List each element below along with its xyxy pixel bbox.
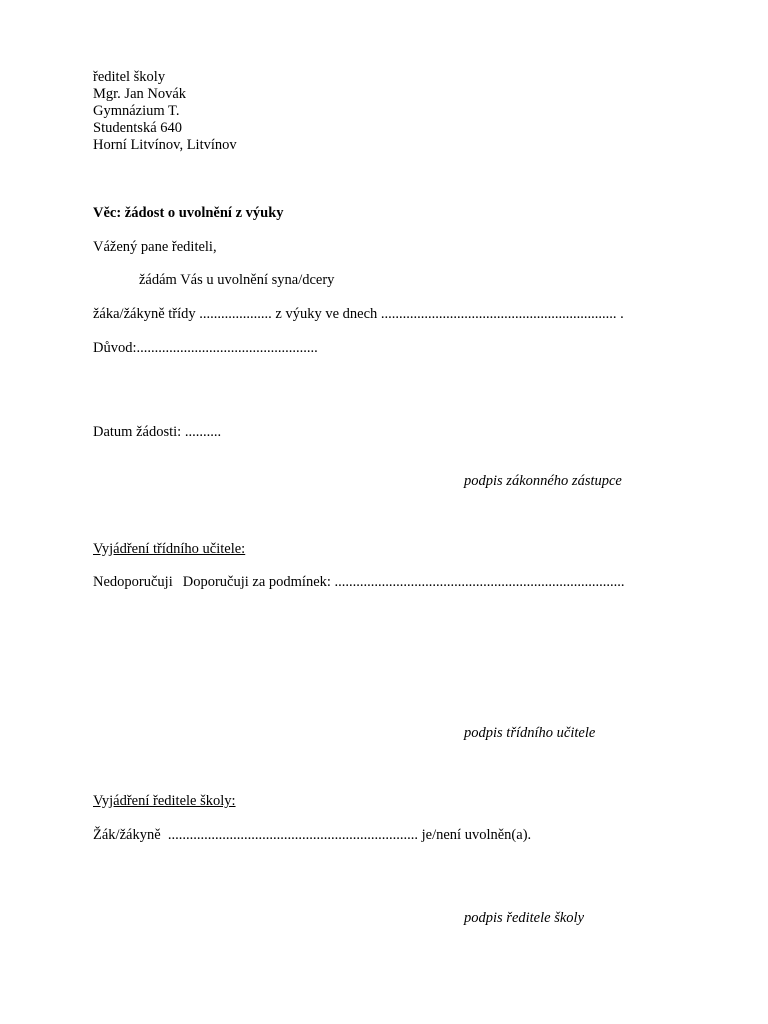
option-not-recommend: Nedoporučuji xyxy=(93,574,173,590)
parent-signature-label: podpis zákonného zástupce xyxy=(464,473,622,489)
recipient-line: Studentská 640 xyxy=(93,120,183,136)
request-date-line: Datum žádosti: .......... xyxy=(93,424,222,440)
recipient-address xyxy=(93,69,237,154)
recipient-line: Mgr. Jan Novák xyxy=(93,86,187,102)
salutation: Vážený pane řediteli, xyxy=(93,239,217,255)
principal-signature-label: podpis ředitele školy xyxy=(464,910,585,926)
teacher-signature-label: podpis třídního učitele xyxy=(464,725,596,741)
recipient-line: Horní Litvínov, Litvínov xyxy=(93,137,237,153)
recipient-line: ředitel školy xyxy=(93,69,166,85)
teacher-section-heading: Vyjádření třídního učitele: xyxy=(93,541,246,557)
request-text: žádám Vás u uvolnění syna/dcery xyxy=(139,272,335,288)
recipient-line: Gymnázium T. xyxy=(93,103,180,119)
class-and-dates-line: žáka/žákyně třídy .................... z výuky ve dnech ................................................................. . xyxy=(93,306,624,322)
teacher-options-line xyxy=(93,574,625,591)
subject-line: Věc: žádost o uvolnění z výuky xyxy=(93,205,284,221)
principal-section-heading: Vyjádření ředitele školy: xyxy=(93,793,236,809)
reason-line: Důvod:.................................................. xyxy=(93,340,318,356)
option-recommend-conditions: Doporučuji za podmínek: ................................................................................ xyxy=(182,574,625,590)
principal-statement-line: Žák/žákyně ..................................................................... je/není uvolněn(a). xyxy=(93,827,532,843)
